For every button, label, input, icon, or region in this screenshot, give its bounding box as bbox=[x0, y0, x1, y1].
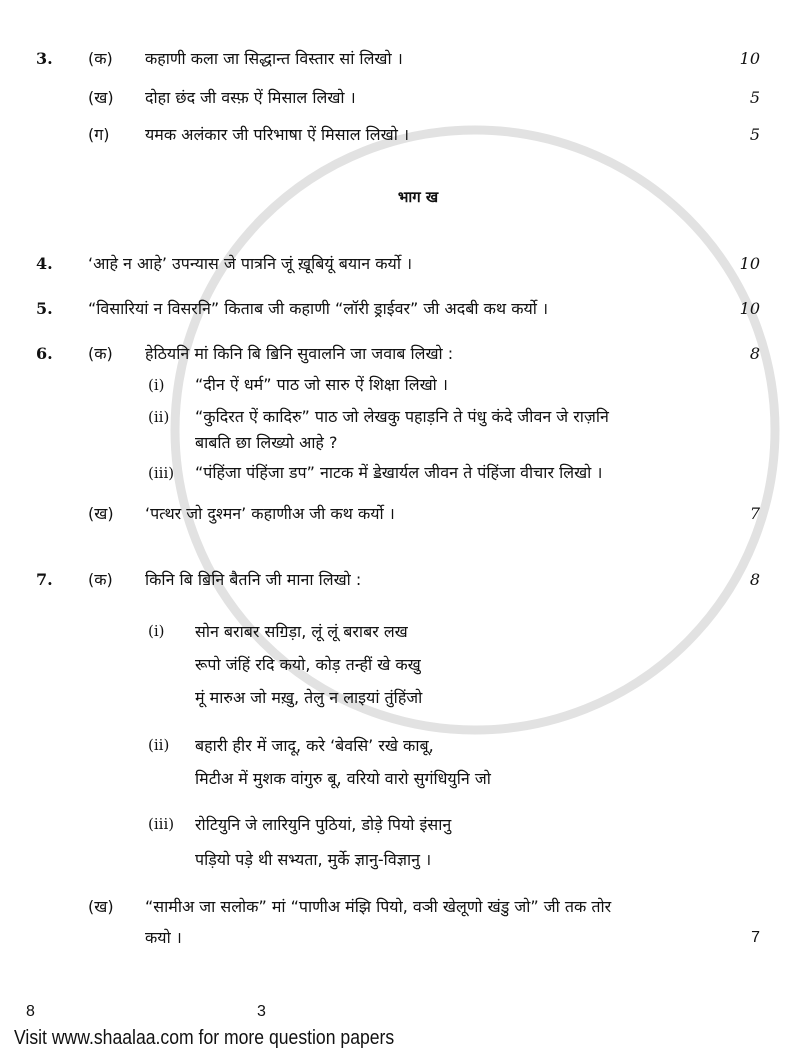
question-number: 3. bbox=[36, 49, 53, 68]
question-3b bbox=[36, 87, 760, 109]
sub-label: (ii) bbox=[148, 408, 170, 426]
question-text: किनि बि ॿिनि बैतनि जी माना लिखो : bbox=[145, 570, 362, 589]
question-6a bbox=[36, 343, 760, 365]
question-text: यमक अलंकार जी परिभाषा ऐं मिसाल लिखो । bbox=[145, 125, 410, 144]
part-label: (ख) bbox=[88, 504, 114, 523]
visit-link-text[interactable]: Visit www.shaalaa.com for more question papers bbox=[14, 1027, 395, 1049]
marks: 5 bbox=[749, 125, 760, 144]
verse-line: रोटियुनि जे लारियुनि पुठियां, डोड़े पियो इंसानु bbox=[195, 815, 452, 834]
verse-line: रूपो जंहिं रदि कयो, कोड़ तन्हीं खे कखु bbox=[195, 655, 421, 674]
question-text: ‘पत्थर जो दुश्मन’ कहाणीअ जी कथ कर्यो । bbox=[145, 504, 395, 523]
sub-question bbox=[148, 462, 716, 484]
question-number: 6. bbox=[36, 344, 53, 363]
question-text: ‘आहे न आहे’ उपन्यास जे पात्रनि जूं ख़ूबियूं बयान कर्यो । bbox=[88, 254, 413, 273]
sub-label: (iii) bbox=[148, 815, 175, 833]
sub-question bbox=[148, 374, 716, 396]
part-label: (ख) bbox=[88, 897, 114, 916]
question-text: “सामीअ जा सलोक” मां “पाणीअ मंझि पियो, वञी खेलूणो खंडु जो” जी तक तोर bbox=[145, 897, 612, 916]
verse bbox=[148, 729, 716, 795]
verse-line: बहारी हीर में जादू, करे ‘बेवसि’ रखे काबू, bbox=[195, 736, 434, 755]
question-number: 4. bbox=[36, 254, 53, 273]
marks: 10 bbox=[739, 299, 760, 318]
marks: 7 bbox=[749, 504, 760, 523]
marks: 10 bbox=[739, 49, 760, 68]
verse bbox=[148, 615, 716, 714]
question-7b bbox=[36, 891, 760, 953]
question-text: कयो । bbox=[145, 928, 182, 947]
sub-question-text: “पंहिंजा पंहिंजा डप” नाटक में ॾेखार्यल जीवन ते पंहिंजा वीचार लिखो । bbox=[195, 463, 603, 482]
sub-question-text: “कुदिरत ऐं कादिरु” पाठ जो लेखकु पहाड़नि ते पंधु कंदे जीवन जे राज़नि bbox=[195, 407, 609, 426]
marks: 5 bbox=[749, 88, 760, 107]
marks: 7 bbox=[751, 929, 760, 946]
verse bbox=[148, 807, 716, 877]
part-label: (क) bbox=[88, 49, 113, 68]
question-text: “विसारियां न विसरनि” किताब जी कहाणी “लॉरी ड्राईवर” जी अदबी कथ कर्यो । bbox=[88, 299, 549, 318]
question-7a bbox=[36, 569, 760, 591]
part-label: (ग) bbox=[88, 125, 110, 144]
marks: 8 bbox=[749, 570, 760, 589]
verse-line: सोन बराबर सॻिड़ा, लूं लूं बराबर लख bbox=[195, 622, 408, 641]
question-text: दोहा छंद जी वस्फ़ ऐं मिसाल लिखो । bbox=[145, 88, 356, 107]
question-3a bbox=[36, 48, 760, 70]
paper-code: 8 bbox=[26, 1003, 35, 1020]
sub-label: (i) bbox=[148, 376, 165, 394]
part-label: (क) bbox=[88, 344, 113, 363]
verse-line: पड़ियो पड़े थी सभ्यता, मुर्के ज्ञानु-विज्ञानु । bbox=[195, 850, 432, 869]
section-heading: भाग ख bbox=[397, 188, 439, 206]
sub-question bbox=[148, 404, 716, 456]
question-number: 7. bbox=[36, 570, 53, 589]
page-number: 3 bbox=[257, 1003, 266, 1020]
question-text: कहाणी कला जा सिद्धान्त विस्तार सां लिखो । bbox=[145, 49, 403, 68]
sub-label: (iii) bbox=[148, 464, 175, 482]
sub-question-text: “दीन ऐं धर्म” पाठ जो सारु ऐं शिक्षा लिखो । bbox=[195, 375, 448, 394]
question-3c bbox=[36, 124, 760, 146]
verse-line: मूं मारुअ जो मख़ु, तेलु न लाइयां तुंहिंजो bbox=[195, 688, 423, 707]
sub-label: (ii) bbox=[148, 736, 170, 754]
question-text: हेठियनि मां किनि बि ॿिनि सुवालनि जा जवाब लिखो : bbox=[145, 344, 454, 363]
sub-label: (i) bbox=[148, 622, 165, 640]
marks: 10 bbox=[739, 254, 760, 273]
question-4 bbox=[36, 253, 760, 275]
question-number: 5. bbox=[36, 299, 53, 318]
question-5 bbox=[36, 298, 760, 320]
part-label: (ख) bbox=[88, 88, 114, 107]
part-label: (क) bbox=[88, 570, 113, 589]
verse-line: मिटीअ में मुशक वांगुरु बू, वरियो वारो सुगंधियुनि जो bbox=[195, 769, 491, 788]
sub-question-text: बाबति छा लिख्यो आहे ? bbox=[195, 433, 338, 452]
question-paper bbox=[36, 48, 760, 953]
question-6b bbox=[36, 503, 760, 525]
marks: 8 bbox=[749, 344, 760, 363]
